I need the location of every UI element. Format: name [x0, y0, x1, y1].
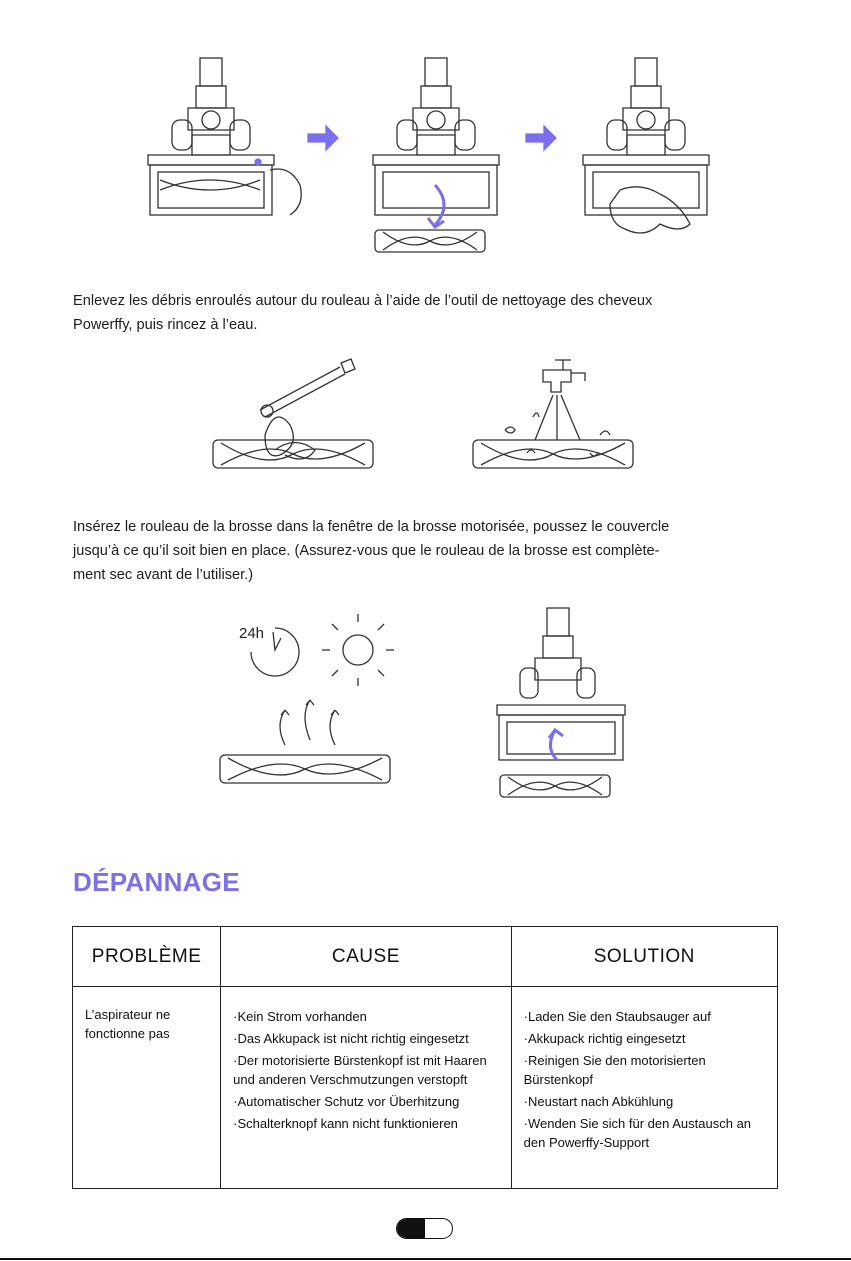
roller-with-hair: [213, 417, 373, 468]
arrow-right-icon: [526, 126, 556, 150]
cause-item: ·Kein Strom vorhanden: [233, 1009, 367, 1024]
problem-line: L’aspirateur ne: [85, 1007, 171, 1022]
column-header-cause: CAUSE: [221, 927, 511, 987]
solution-cell: [511, 987, 777, 1189]
cause-cell: [221, 987, 511, 1189]
roller-rinsing: [473, 440, 633, 468]
arrow-right-icon: [308, 126, 338, 150]
solution-item: ·Reinigen Sie den motorisierten Bürstenkopf: [523, 1053, 706, 1087]
solution-item: ·Akkupack richtig eingesetzt: [523, 1031, 686, 1046]
page-bottom-rule: [0, 1258, 851, 1260]
solution-item: ·Wenden Sie sich für den Austausch an den Powerffy-Support: [523, 1116, 752, 1150]
solution-item: ·Neustart nach Abkühlung: [523, 1094, 674, 1109]
hair-cleaning-tool-icon: [260, 359, 355, 417]
roller-cleaning-illustration: [205, 355, 635, 475]
cause-item: ·Der motorisierte Bürstenkopf ist mit Haaren und anderen Verschmutzungen verstopft: [233, 1053, 487, 1087]
brush-head-removal-illustration: [130, 50, 730, 270]
dry-roller: [220, 755, 390, 783]
insert-roller-instruction: Insérez le rouleau de la brosse dans la fenêtre de la brosse motorisée, poussez le couvercle jusqu’à ce qu’il soit bien en place. (Assurez-vous que le rouleau de la brosse est complète- ment sec avant de l’utiliser.): [73, 519, 670, 583]
column-header-solution: SOLUTION: [511, 927, 777, 987]
problem-cell: [73, 987, 221, 1189]
column-header-problem: PROBLÈME: [73, 927, 221, 987]
troubleshooting-table: [72, 926, 778, 1189]
cause-item: ·Das Akkupack ist nicht richtig eingesetzt: [233, 1031, 469, 1046]
drying-illustration: [215, 600, 635, 805]
cause-item: ·Schalterknopf kann nicht funktionieren: [233, 1116, 458, 1131]
water-tap-icon: [535, 360, 585, 440]
troubleshooting-heading: DÉPANNAGE: [73, 867, 240, 897]
drying-time-label: 24h: [239, 625, 265, 642]
table-row: [73, 987, 778, 1189]
problem-line: fonctionne pas: [85, 1026, 170, 1041]
page-indicator-fill: [397, 1219, 425, 1238]
solution-item: ·Laden Sie den Staubsauger auf: [523, 1009, 711, 1024]
steam-icon: [280, 700, 339, 745]
table-header-row: [73, 927, 778, 987]
sun-icon: [322, 614, 394, 686]
clean-roller-instruction: Enlevez les débris enroulés autour du rouleau à l’aide de l’outil de nettoyage des cheveux Powerffy, puis rincez à l’eau.: [73, 293, 653, 333]
page-indicator: [396, 1218, 453, 1239]
cause-item: ·Automatischer Schutz vor Überhitzung: [233, 1094, 460, 1109]
brush-head-insert: [497, 608, 625, 797]
